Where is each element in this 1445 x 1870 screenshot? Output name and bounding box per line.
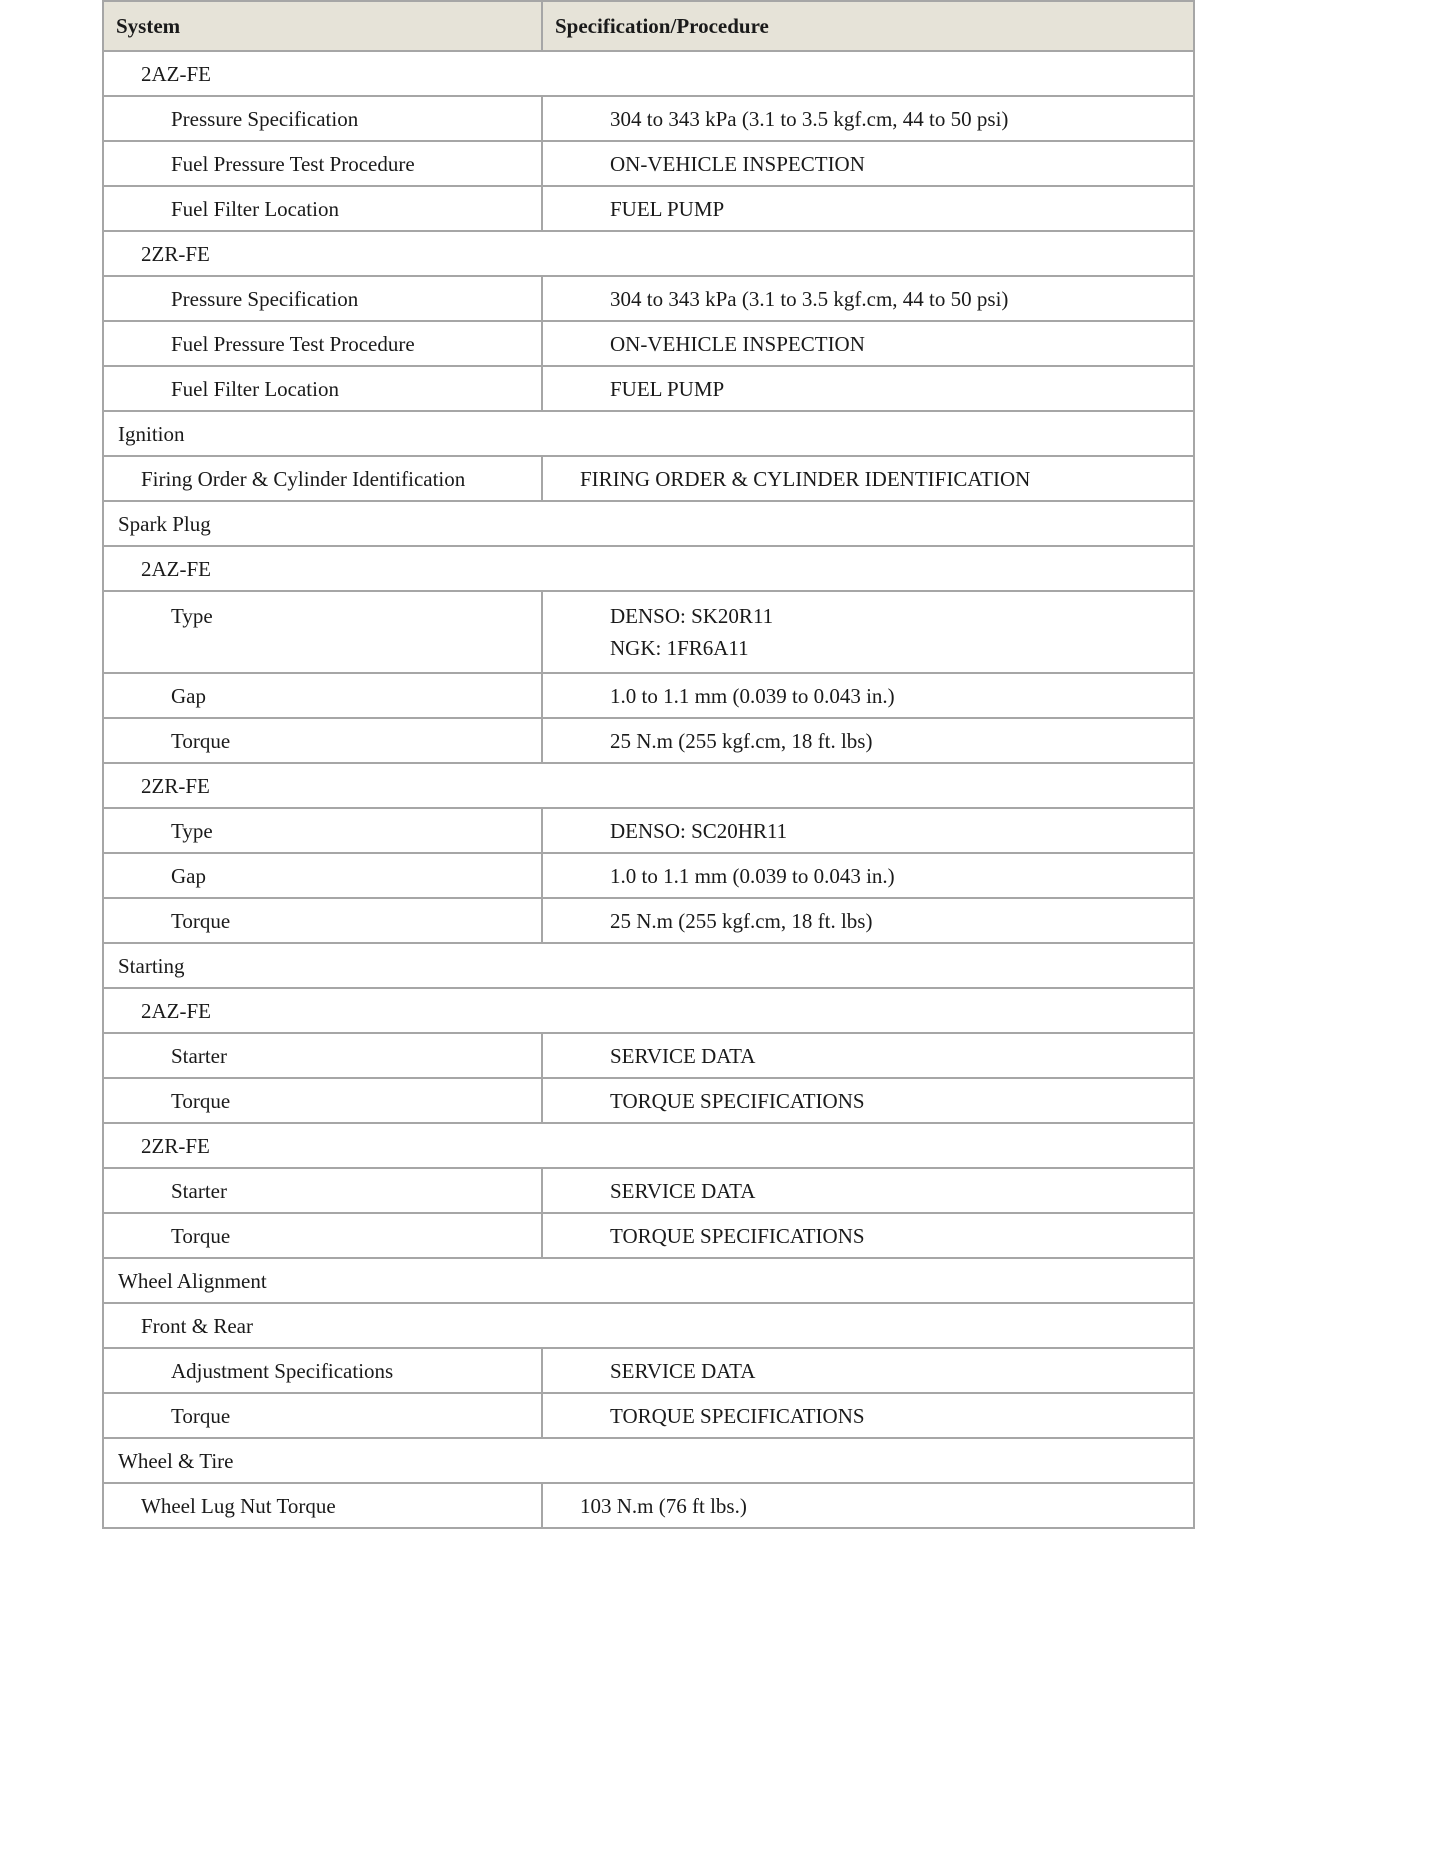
section-heading: 2AZ-FE (103, 51, 1194, 96)
row-label: Torque (103, 1393, 542, 1438)
row-value-line: TORQUE SPECIFICATIONS (610, 1403, 865, 1428)
row-label: Torque (103, 898, 542, 943)
row-value-line: SERVICE DATA (610, 1358, 756, 1383)
row-value-line: ON-VEHICLE INSPECTION (610, 331, 865, 356)
row-value (542, 96, 1194, 141)
table-row (103, 1078, 1194, 1123)
row-label: Fuel Pressure Test Procedure (103, 141, 542, 186)
row-value-line: 1.0 to 1.1 mm (0.039 to 0.043 in.) (610, 863, 895, 888)
row-label: Fuel Filter Location (103, 186, 542, 231)
row-value (542, 321, 1194, 366)
row-value (542, 1033, 1194, 1078)
row-value (542, 718, 1194, 763)
row-value-line: FIRING ORDER & CYLINDER IDENTIFICATION (580, 466, 1031, 491)
table-row (103, 1348, 1194, 1393)
row-value (542, 366, 1194, 411)
row-value-line: SERVICE DATA (610, 1178, 756, 1203)
row-label: Torque (103, 1213, 542, 1258)
row-value (542, 141, 1194, 186)
table-header (103, 1, 1194, 51)
row-value (542, 1348, 1194, 1393)
row-value-line: NGK: 1FR6A11 (610, 636, 749, 660)
row-label: Gap (103, 853, 542, 898)
table-row (103, 501, 1194, 546)
row-value-line: DENSO: SC20HR11 (610, 818, 788, 843)
row-value (542, 808, 1194, 853)
row-value-line: 304 to 343 kPa (3.1 to 3.5 kgf.cm, 44 to 50 psi) (610, 286, 1009, 311)
header-specification: Specification/Procedure (542, 1, 1194, 51)
row-value-line: 304 to 343 kPa (3.1 to 3.5 kgf.cm, 44 to 50 psi) (610, 106, 1009, 131)
table-row (103, 1258, 1194, 1303)
table-row (103, 231, 1194, 276)
row-value (542, 186, 1194, 231)
row-value-line: FUEL PUMP (610, 376, 725, 401)
row-value-line: SERVICE DATA (610, 1043, 756, 1068)
table-row (103, 673, 1194, 718)
table-row (103, 411, 1194, 456)
table-row (103, 1033, 1194, 1078)
table-row (103, 1168, 1194, 1213)
row-label: Torque (103, 718, 542, 763)
table-row (103, 96, 1194, 141)
row-value (542, 1393, 1194, 1438)
section-heading: 2ZR-FE (103, 231, 1194, 276)
table-row (103, 853, 1194, 898)
row-value-line: DENSO: SK20R11 (610, 604, 774, 628)
table-row (103, 718, 1194, 763)
row-value-line: 103 N.m (76 ft lbs.) (580, 1493, 747, 1518)
table-row (103, 51, 1194, 96)
section-heading: Spark Plug (103, 501, 1194, 546)
section-heading: Starting (103, 943, 1194, 988)
row-label: Gap (103, 673, 542, 718)
table-row (103, 1213, 1194, 1258)
row-label: Fuel Filter Location (103, 366, 542, 411)
table-row (103, 321, 1194, 366)
header-row (103, 1, 1194, 51)
table-row (103, 141, 1194, 186)
row-value-line: TORQUE SPECIFICATIONS (610, 1223, 865, 1248)
table-body (103, 51, 1194, 1528)
row-value (542, 1078, 1194, 1123)
row-label: Pressure Specification (103, 96, 542, 141)
table-row (103, 276, 1194, 321)
row-value (542, 1213, 1194, 1258)
section-heading: Front & Rear (103, 1303, 1194, 1348)
row-label: Type (103, 591, 542, 673)
row-label: Fuel Pressure Test Procedure (103, 321, 542, 366)
row-value-line: 25 N.m (255 kgf.cm, 18 ft. lbs) (610, 728, 873, 753)
table-row (103, 186, 1194, 231)
section-heading: 2ZR-FE (103, 1123, 1194, 1168)
row-value-line: ON-VEHICLE INSPECTION (610, 151, 865, 176)
table-row (103, 591, 1194, 673)
row-label: Wheel Lug Nut Torque (103, 1483, 542, 1528)
row-value (542, 853, 1194, 898)
section-heading: Ignition (103, 411, 1194, 456)
table-row (103, 763, 1194, 808)
table-row (103, 943, 1194, 988)
table-row (103, 1303, 1194, 1348)
row-value-line: 25 N.m (255 kgf.cm, 18 ft. lbs) (610, 908, 873, 933)
table-row (103, 1393, 1194, 1438)
row-label: Adjustment Specifications (103, 1348, 542, 1393)
table-row (103, 898, 1194, 943)
spec-table (102, 0, 1195, 1529)
row-label: Starter (103, 1033, 542, 1078)
row-value-line: TORQUE SPECIFICATIONS (610, 1088, 865, 1113)
row-label: Firing Order & Cylinder Identification (103, 456, 542, 501)
row-label: Pressure Specification (103, 276, 542, 321)
table-row (103, 1483, 1194, 1528)
header-system: System (103, 1, 542, 51)
row-value (542, 898, 1194, 943)
table-row (103, 366, 1194, 411)
table-row (103, 988, 1194, 1033)
row-value (542, 1168, 1194, 1213)
section-heading: 2AZ-FE (103, 546, 1194, 591)
row-label: Starter (103, 1168, 542, 1213)
section-heading: 2ZR-FE (103, 763, 1194, 808)
row-value (542, 1483, 1194, 1528)
table-row (103, 808, 1194, 853)
table-row (103, 1123, 1194, 1168)
table-row (103, 546, 1194, 591)
row-value (542, 276, 1194, 321)
row-value-line: 1.0 to 1.1 mm (0.039 to 0.043 in.) (610, 683, 895, 708)
section-heading: Wheel & Tire (103, 1438, 1194, 1483)
section-heading: Wheel Alignment (103, 1258, 1194, 1303)
table-row (103, 456, 1194, 501)
row-label: Torque (103, 1078, 542, 1123)
row-value (542, 456, 1194, 501)
row-label: Type (103, 808, 542, 853)
table-row (103, 1438, 1194, 1483)
row-value-line: FUEL PUMP (610, 196, 725, 221)
row-value (542, 673, 1194, 718)
row-value (542, 591, 1194, 673)
section-heading: 2AZ-FE (103, 988, 1194, 1033)
